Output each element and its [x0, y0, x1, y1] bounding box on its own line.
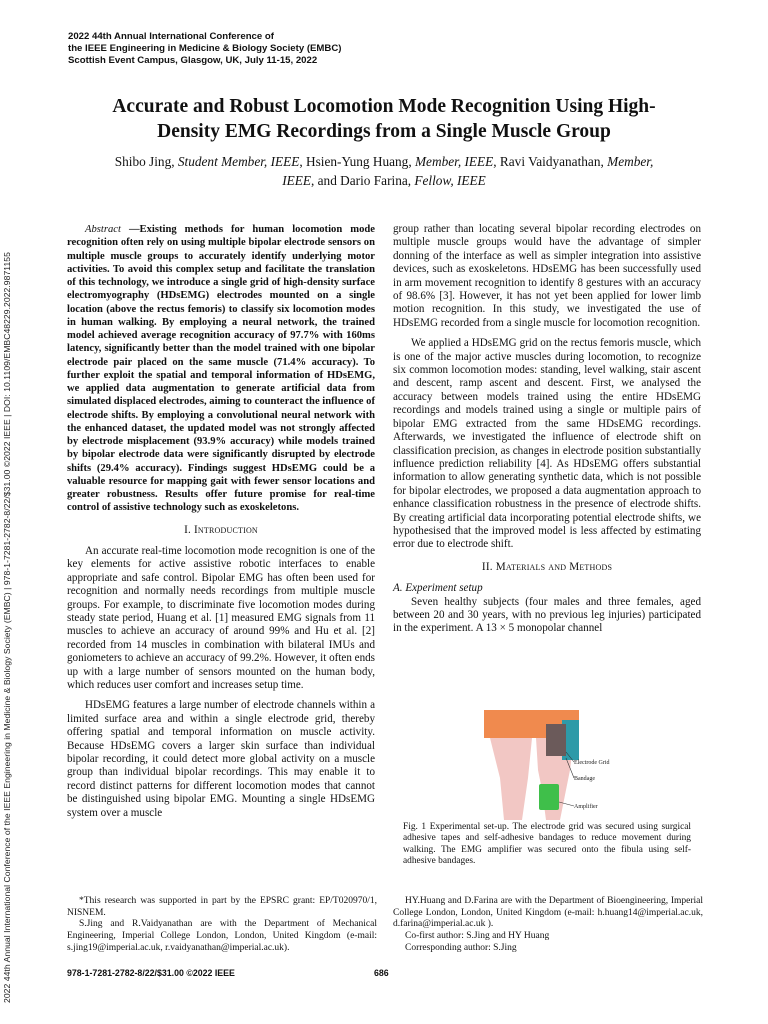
figure-label-amplifier: Amplifier	[574, 804, 598, 810]
footnotes-right	[393, 896, 703, 955]
figure-experimental-setup	[470, 708, 630, 820]
section-1-number: I.	[184, 523, 194, 536]
side-doi-strip: 2022 44th Annual International Conference of the IEEE Engineering in Medicine & Biology Society (EMBC) | 978-1-7281-2782-8/22/$31.00 ©2022 IEEE | DOI: 10.1109/EMBC48229.2022.9871155	[2, 252, 12, 1003]
figure-left-leg	[490, 738, 532, 820]
footnote-affiliation-2: HY.Huang and D.Farina are with the Department of Bioengineering, Imperial College London, London, United Kingdom (e-mail: h.huang14@imperial.ac.uk, d.farina@imperial.ac.uk ).	[393, 896, 703, 930]
left-column	[67, 223, 375, 820]
conference-header	[68, 31, 468, 67]
footnote-affiliation-1: S.Jing and R.Vaidyanathan are with the Department of Mechanical Engineering, Imperial College London, London, United Kingdom (e-mail: s.jing19@imperial.ac.uk, r.vaidyanathan@imperial.ac.uk).	[67, 919, 377, 953]
figure-electrode-grid	[546, 724, 566, 756]
author-3: , Ravi Vaidyanathan,	[493, 154, 608, 169]
methods-paragraph-1: Seven healthy subjects (four males and three females, aged between 20 and 30 years, with no previous leg injuries) participated in the experiment. A 13 × 5 monopolar channel	[393, 595, 701, 635]
footnote-funding: *This research was supported in part by the EPSRC grant: EP/T020970/1, NISNEM.	[67, 896, 377, 918]
right-column	[393, 223, 701, 636]
author-2: , Hsien-Yung Huang,	[299, 154, 415, 169]
author-1-role: Student Member, IEEE	[177, 154, 300, 169]
author-4-role: Fellow, IEEE	[414, 172, 486, 188]
author-3-role-part-1: Member,	[607, 154, 654, 169]
section-2-number: II.	[481, 560, 496, 573]
figure-label-electrode-grid: Electrode Grid	[574, 760, 610, 766]
abstract	[67, 223, 375, 515]
section-heading-methods	[393, 561, 701, 574]
conference-line-2: the IEEE Engineering in Medicine & Biology Society (EMBC)	[68, 43, 342, 54]
title-line-1: Accurate and Robust Locomotion Mode Recognition Using High-	[112, 96, 656, 117]
title-line-2: Density EMG Recordings from a Single Muscle Group	[157, 121, 611, 142]
footnote-co-first-author: Co-first author: S.Jing and HY Huang	[405, 931, 550, 942]
figure-amplifier	[539, 784, 559, 810]
author-2-role: Member, IEEE	[414, 154, 494, 169]
author-1: Shibo Jing,	[114, 154, 178, 169]
isbn-line: 978-1-7281-2782-8/22/$31.00 ©2022 IEEE	[67, 968, 235, 978]
intro-paragraph-1: An accurate real-time locomotion mode recognition is one of the key elements for active assistive robotic interfaces to enable appropriate and safe control. Bipolar EMG has often been used for recognition and normally needs recordings from multiple muscle groups. For example, to discriminate five locomotion modes during steady state period, Huang et al. [1] measured EMG signals from 11 muscles to achieve an accuracy of around 99% and Hu et al. [2] recorded from 14 muscles in combination with bilateral IMUs and goniometers to achieve an accuracy of 99.2%. However, it often ends up with a large number of sensors mounted on the human body, which reduces user comfort and increases setup time.	[67, 544, 375, 691]
figure-leg-illustration	[470, 708, 630, 820]
footnote-corresponding-author: Corresponding author: S.Jing	[405, 942, 517, 953]
author-4: , and Dario Farina,	[311, 172, 415, 188]
section-1-title: Introduction	[194, 523, 258, 536]
section-2-title: Materials and Methods	[495, 560, 613, 573]
figure-label-bandage: Bandage	[574, 776, 595, 782]
abstract-label: Abstract	[85, 224, 121, 235]
author-list	[80, 153, 688, 190]
subsection-heading-experiment-setup: A. Experiment setup	[393, 582, 483, 595]
section-heading-introduction	[67, 524, 375, 537]
conference-line-3: Scottish Event Campus, Glasgow, UK, July 11-15, 2022	[68, 55, 318, 66]
intro-paragraph-4: We applied a HDsEMG grid on the rectus femoris muscle, which is one of the major active muscles during locomotion, to recognize six common locomotion modes: standing, level walking, stair ascent and descent, ramp ascent and descent. First, we analysed the accuracy between models trained using the entire HDsEMG recordings and models trained using a single or multiple pairs of bipolar EMG extracted from the same HDsEMG recordings. Afterwards, we investigated the influence of electrode shift on classification precision, as changes in electrode position substantially influence prediction reliability [4]. As HDsEMG offers substantial information to allow generating synthetic data, which is not possible for bipolar electrodes, we proposed a data augmentation approach to enhance classification robustness in the presence of electrode shifts. By creating artificial data incorporating potential electrode shifts, we hypothesised that the improved model is less affected by estimating error due to electrode shift.	[393, 337, 701, 551]
author-3-role-part-2: IEEE	[282, 172, 311, 188]
footnotes-left	[67, 896, 377, 955]
paper-title	[70, 94, 698, 144]
conference-line-1: 2022 44th Annual International Conference of	[68, 31, 274, 42]
figure-caption: Fig. 1 Experimental set-up. The electrode grid was secured using surgical adhesive tapes and self-adhesive bandages to reduce movement during walking. The EMG amplifier was secured onto the fibula using self-adhesive bandages.	[403, 822, 691, 866]
page-number: 686	[374, 968, 389, 978]
abstract-text: —Existing methods for human locomotion mode recognition often rely on using multiple bipolar electrode sensors on multiple muscle groups to accurately identify underlying motor activities. To avoid this complex setup and facilitate the translation of this technology, we introduce a single grid of high-density surface electromyography (HDsEMG) electrodes mounted on a single location (above the rectus femoris) to classify six locomotion modes in human walking. By employing a neural network, the trained model achieved average recognition accuracy of 97.7% with 160ms latency, significantly better than the model trained with one bipolar electrode pair placed on the same muscle (71.4% accuracy). To further exploit the spatial and temporal information of HDsEMG, we applied data augmentation to generate artificial data from simulated displaced electrodes, aiming to counteract the influence of electrode shifts. By employing a convolutional neural network with the enhanced dataset, the updated model was not strongly affected by electrode misplacement (93.9% accuracy) while models trained by bipolar electrode data were significantly disrupted by electrode shifts (29.4% accuracy). Findings suggest HDsEMG could be a valuable resource for mapping gait with fewer sensor locations and greater robustness. Results offer future promise for real-time control of assistive technology such as exoskeletons.	[67, 224, 375, 514]
intro-paragraph-2: HDsEMG features a large number of electrode channels within a limited surface area and within a single electrode grid, thereby offering spatial and temporal information on muscle activity. Because HDsEMG covers a larger skin surface than individual bipolar recording, it could detect more global activity on a muscle group than individual bipolar recordings. This may enable it to record distinct patterns for different locomotion modes that cannot be distinguished using bipolar EMG. Mounting a single HDsEMG system over a muscle	[67, 699, 375, 819]
intro-paragraph-3: group rather than locating several bipolar recording electrodes on multiple muscle groups would have the advantage of simpler donning of the interface as well as simpler integration into assistive devices, such as exoskeletons. HDsEMG has been successfully used in arm movement recognition to identify 8 gestures with an accuracy of 98.6% [3]. However, it has not yet been applied for lower limb motion recognition. In this study, we investigated the use of HDsEMG recorded from a single muscle for locomotion recognition.	[393, 223, 701, 329]
